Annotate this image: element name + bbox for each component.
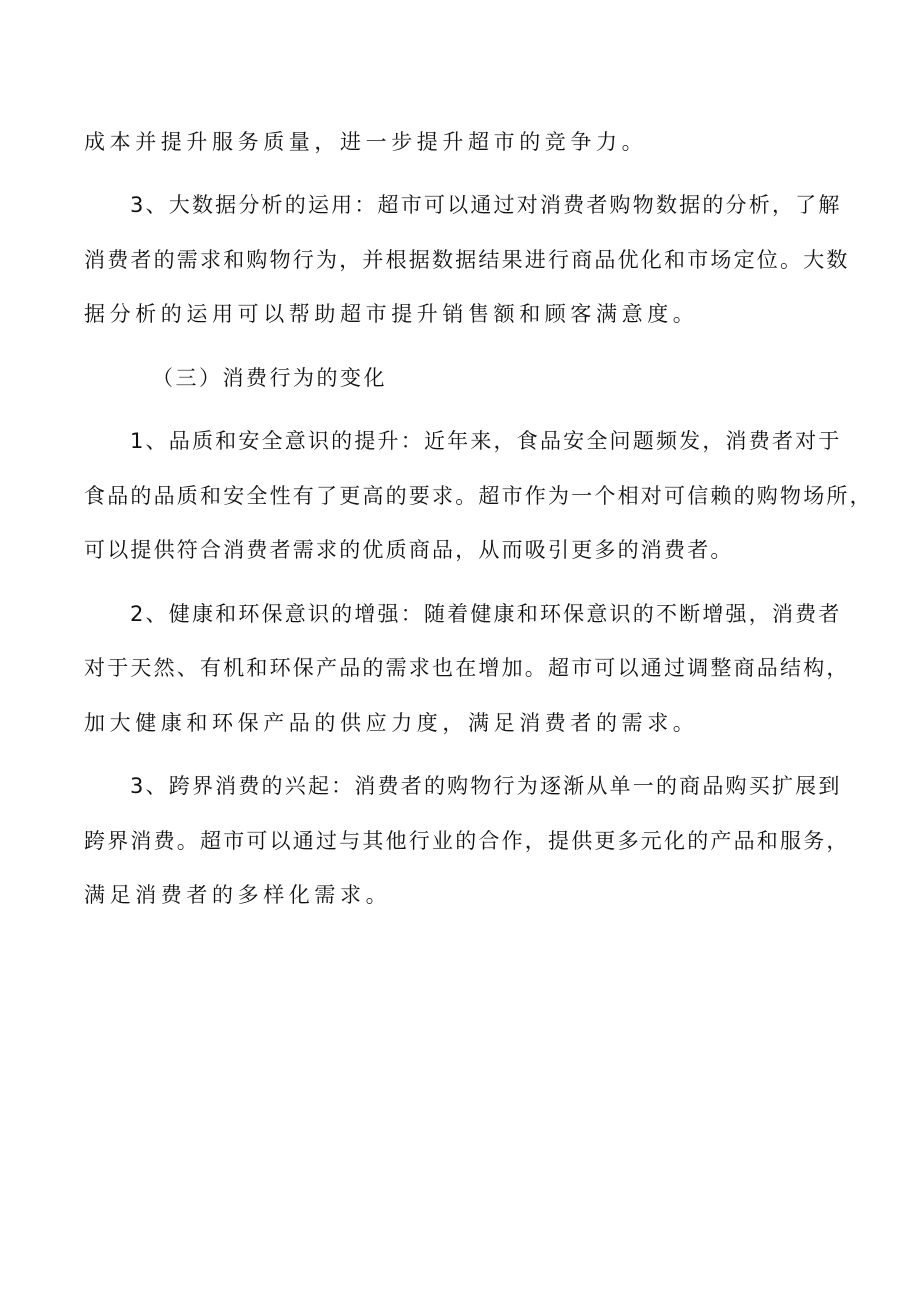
paragraph-line: 3、跨界消费的兴起：消费者的购物行为逐渐从单一的商品购买扩展到 [130, 774, 842, 798]
paragraph-line: 加大健康和环保产品的供应力度，满足消费者的需求。 [84, 711, 699, 735]
paragraph-line: 消费者的需求和购物行为，并根据数据结果进行商品优化和市场定位。大数 [84, 248, 850, 272]
paragraph-line: 对于天然、有机和环保产品的需求也在增加。超市可以通过调整商品结构， [84, 656, 850, 680]
paragraph-line: 跨界消费。超市可以通过与其他行业的合作，提供更多元化的产品和服务， [84, 829, 850, 853]
paragraph-line: 1、品质和安全意识的提升：近年来，食品安全问题频发，消费者对于 [130, 429, 842, 453]
paragraph-line: 2、健康和环保意识的增强：随着健康和环保意识的不断增强，消费者 [130, 602, 842, 626]
paragraph-line: 3、大数据分析的运用：超市可以通过对消费者购物数据的分析，了解 [130, 193, 842, 217]
paragraph-line: 可以提供符合消费者需求的优质商品，从而吸引更多的消费者。 [84, 538, 734, 562]
paragraph-line: 满足消费者的多样化需求。 [84, 883, 392, 907]
paragraph-line: 成本并提升服务质量，进一步提升超市的竞争力。 [84, 130, 648, 154]
section-heading: （三）消费行为的变化 [152, 366, 387, 390]
paragraph-line: 食品的品质和安全性有了更高的要求。超市作为一个相对可信赖的购物场所， [84, 484, 873, 508]
paragraph-line: 据分析的运用可以帮助超市提升销售额和顾客满意度。 [84, 302, 699, 326]
